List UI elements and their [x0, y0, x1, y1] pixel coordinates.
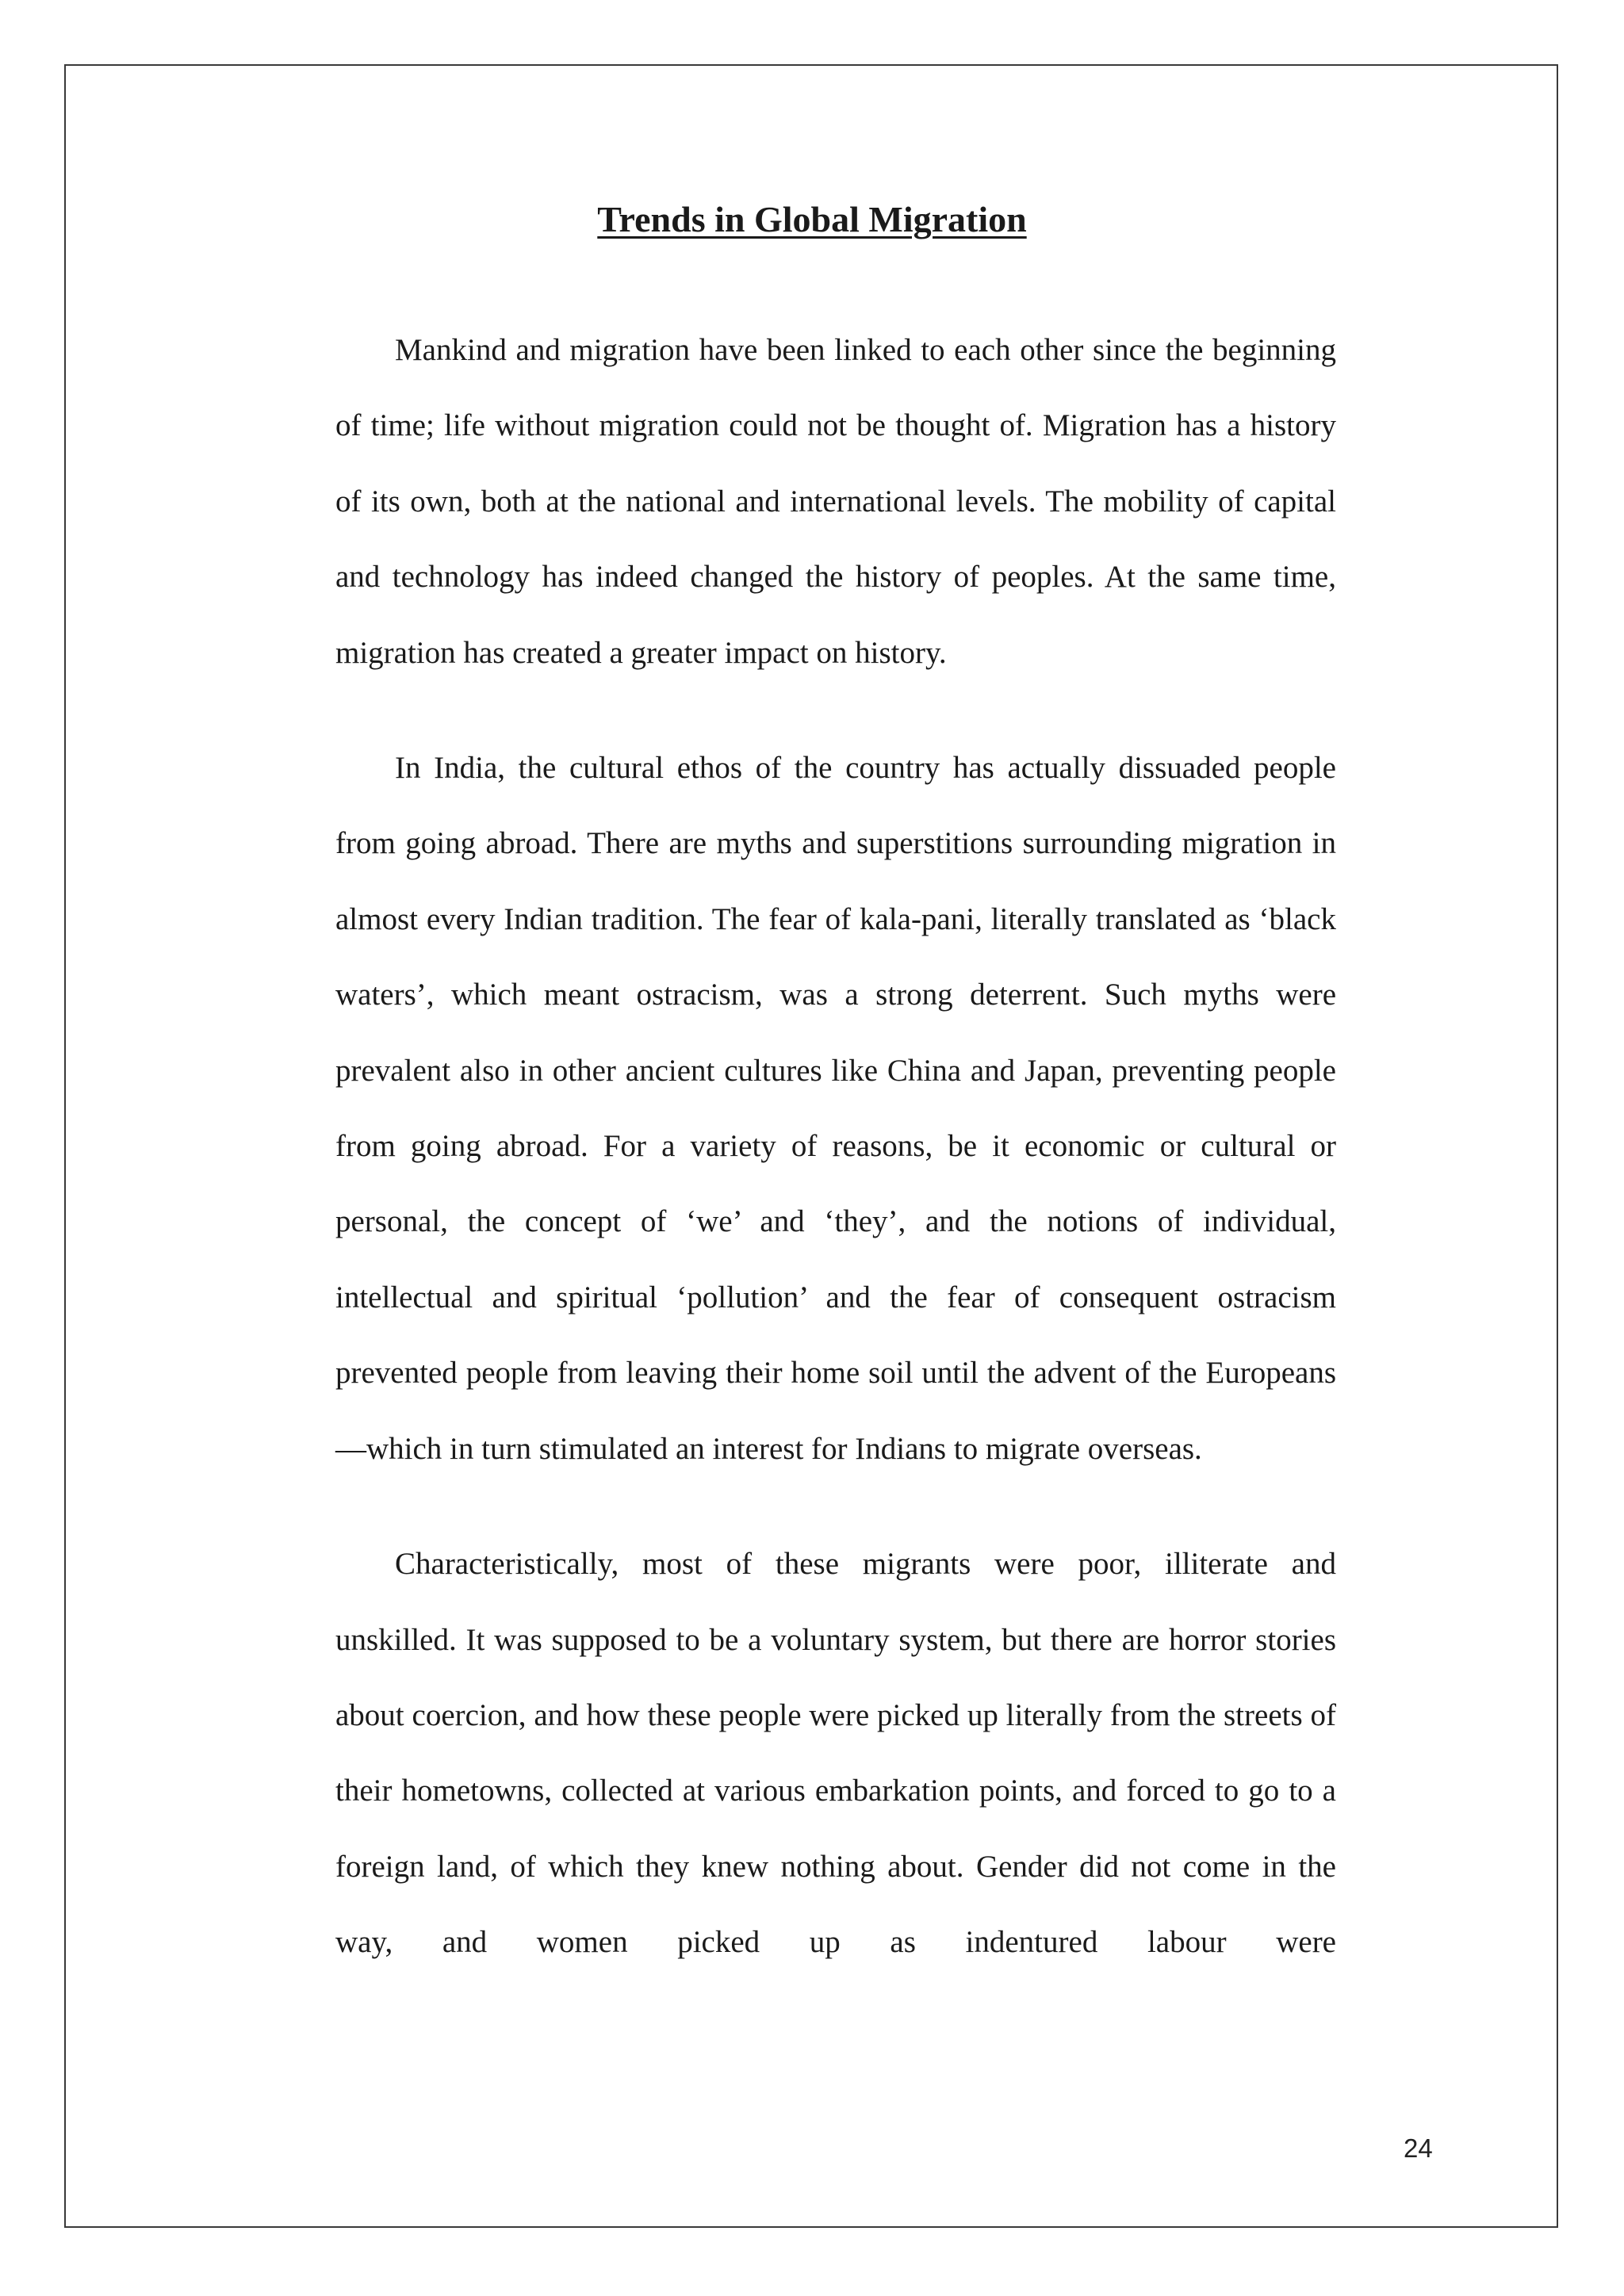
paragraph-1: Mankind and migration have been linked to each other since the beginning of time; life without migration could not be thought of. Migration has a history of its own, both at the national and international levels. The mobility of capital and technology has indeed changed the history of peoples. At the same time, migration has created a greater impact on history. [335, 333, 1336, 670]
page-number: 24 [1404, 2133, 1433, 2163]
document-body [335, 312, 1336, 2020]
paragraph-2: In India, the cultural ethos of the country has actually dissuaded people from going abroad. There are myths and superstitions surrounding migration in almost every Indian tradition. The fear of kala-pani, literally translated as ‘black waters’, which meant ostracism, was a strong deterrent. Such myths were prevalent also in other ancient cultures like China and Japan, preventing people from going abroad. For a variety of reasons, be it economic or cultural or personal, the concept of ‘we’ and ‘they’, and the notions of individual, intellectual and spiritual ‘pollution’ and the fear of consequent ostracism prevented people from leaving their home soil until the advent of the Europeans—which in turn stimulated an interest for Indians to migrate overseas. [335, 751, 1336, 1466]
page-title [0, 192, 1624, 247]
page-title-text: Trends in Global Migration [597, 199, 1027, 239]
paragraph-3: Characteristically, most of these migrants were poor, illiterate and unskilled. It was supposed to be a voluntary system, but there are horror stories about coercion, and how these people were picked up literally from the streets of their hometowns, collected at various embarkation points, and forced to go to a foreign land, of which they knew nothing about. Gender did not come in the way, and women picked up as indentured labour were [335, 1547, 1336, 1960]
